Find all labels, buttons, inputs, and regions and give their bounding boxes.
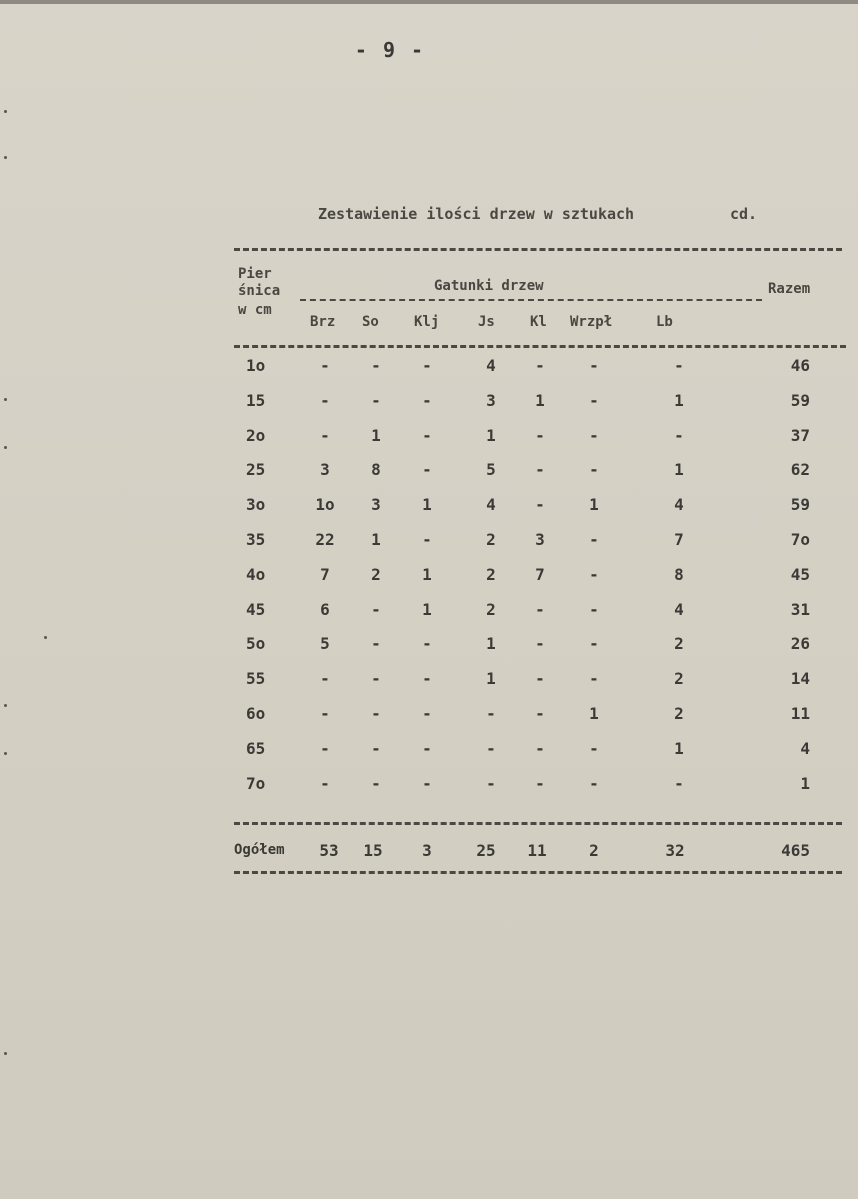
cell-razem: 62 xyxy=(790,460,810,479)
cell-so: - xyxy=(371,634,381,653)
cell-wrzpl: - xyxy=(589,426,599,445)
cell-razem: 11 xyxy=(790,704,810,723)
margin-mark xyxy=(44,636,47,639)
cell-lb: 7 xyxy=(674,530,684,549)
cell-so: - xyxy=(371,739,381,758)
cell-diameter: 25 xyxy=(246,460,266,479)
cell-klj: - xyxy=(422,460,432,479)
cell-klj: - xyxy=(422,391,432,410)
header-species-js: Js xyxy=(478,314,495,330)
cell-lb: - xyxy=(674,774,684,793)
cell-diameter: 65 xyxy=(246,739,266,758)
cell-brz: - xyxy=(320,356,330,375)
cell-so: - xyxy=(371,704,381,723)
cell-kl: - xyxy=(535,495,545,514)
cell-brz: - xyxy=(320,391,330,410)
cell-wrzpl: - xyxy=(589,669,599,688)
cell-js: 1 xyxy=(486,669,496,688)
cell-brz: - xyxy=(320,774,330,793)
top-rule xyxy=(234,248,842,251)
cell-razem: 1 xyxy=(800,774,810,793)
cell-js: 3 xyxy=(486,391,496,410)
cell-brz: - xyxy=(320,669,330,688)
cell-brz: 3 xyxy=(320,460,330,479)
cell-lb: 4 xyxy=(674,600,684,619)
cell-brz: 7 xyxy=(320,565,330,584)
cell-js: 4 xyxy=(486,495,496,514)
cell-wrzpl: - xyxy=(589,739,599,758)
header-diameter-line3: w cm xyxy=(238,302,272,318)
cell-klj: - xyxy=(422,634,432,653)
cell-brz: 22 xyxy=(315,530,335,549)
cell-klj: - xyxy=(422,356,432,375)
cell-brz: 5 xyxy=(320,634,330,653)
cell-lb: 2 xyxy=(674,704,684,723)
table-title: Zestawienie ilości drzew w sztukach xyxy=(318,205,635,223)
cell-js: - xyxy=(486,704,496,723)
cell-kl: - xyxy=(535,669,545,688)
cell-lb: 1 xyxy=(674,460,684,479)
cell-klj: - xyxy=(422,774,432,793)
cell-lb: 8 xyxy=(674,565,684,584)
cell-so: 3 xyxy=(371,495,381,514)
cell-diameter: 7o xyxy=(246,774,266,793)
cell-js: 1 xyxy=(486,426,496,445)
cell-klj: - xyxy=(422,739,432,758)
cell-js: 2 xyxy=(486,565,496,584)
totals-top-rule xyxy=(234,822,842,825)
cell-razem: 14 xyxy=(790,669,810,688)
header-bottom-rule xyxy=(234,345,846,348)
cell-razem: 37 xyxy=(790,426,810,445)
cell-wrzpl: - xyxy=(589,391,599,410)
totals-bottom-rule xyxy=(234,871,842,874)
margin-mark xyxy=(4,752,7,755)
cell-razem: 59 xyxy=(790,391,810,410)
page-number: - 9 - xyxy=(354,38,426,62)
cell-wrzpl: - xyxy=(589,530,599,549)
cell-diameter: 15 xyxy=(246,391,266,410)
cell-wrzpl: - xyxy=(589,634,599,653)
margin-mark xyxy=(4,704,7,707)
cell-wrzpl: - xyxy=(589,460,599,479)
header-species-wrzpl: Wrzpł xyxy=(570,314,613,330)
cell-kl: - xyxy=(535,460,545,479)
cell-diameter: 5o xyxy=(246,634,266,653)
total-so: 15 xyxy=(363,841,383,860)
header-species-so: So xyxy=(362,314,379,330)
cell-so: - xyxy=(371,391,381,410)
cell-kl: - xyxy=(535,774,545,793)
cell-so: 1 xyxy=(371,426,381,445)
cell-brz: - xyxy=(320,704,330,723)
cell-brz: 1o xyxy=(315,495,335,514)
cell-kl: - xyxy=(535,600,545,619)
header-species-group: Gatunki drzew xyxy=(434,278,544,294)
cell-wrzpl: - xyxy=(589,356,599,375)
cell-lb: - xyxy=(674,426,684,445)
species-group-rule xyxy=(300,299,762,301)
cell-lb: 2 xyxy=(674,634,684,653)
cell-so: - xyxy=(371,669,381,688)
cell-razem: 4 xyxy=(800,739,810,758)
cell-diameter: 3o xyxy=(246,495,266,514)
cell-klj: 1 xyxy=(422,565,432,584)
cell-klj: - xyxy=(422,426,432,445)
header-species-kl: Kl xyxy=(530,314,547,330)
cell-js: - xyxy=(486,774,496,793)
cell-razem: 59 xyxy=(790,495,810,514)
cell-kl: 3 xyxy=(535,530,545,549)
cell-kl: - xyxy=(535,739,545,758)
cell-razem: 45 xyxy=(790,565,810,584)
cell-diameter: 1o xyxy=(246,356,266,375)
cell-wrzpl: - xyxy=(589,774,599,793)
cell-kl: - xyxy=(535,634,545,653)
scan-edge xyxy=(0,0,858,4)
cell-lb: 1 xyxy=(674,391,684,410)
cell-js: 4 xyxy=(486,356,496,375)
total-wrzpl: 2 xyxy=(589,841,599,860)
total-klj: 3 xyxy=(422,841,432,860)
cell-diameter: 4o xyxy=(246,565,266,584)
cell-brz: - xyxy=(320,426,330,445)
cell-kl: - xyxy=(535,356,545,375)
cell-so: - xyxy=(371,356,381,375)
total-razem: 465 xyxy=(781,841,810,860)
header-diameter-line1: Pier xyxy=(238,266,272,282)
cell-diameter: 55 xyxy=(246,669,266,688)
cell-wrzpl: 1 xyxy=(589,704,599,723)
cell-so: 1 xyxy=(371,530,381,549)
cell-so: 2 xyxy=(371,565,381,584)
cell-wrzpl: - xyxy=(589,600,599,619)
cell-lb: 4 xyxy=(674,495,684,514)
cell-so: - xyxy=(371,600,381,619)
cell-razem: 7o xyxy=(790,530,810,549)
cell-js: 5 xyxy=(486,460,496,479)
cell-kl: 1 xyxy=(535,391,545,410)
header-total: Razem xyxy=(768,281,811,297)
cell-klj: - xyxy=(422,669,432,688)
cell-wrzpl: - xyxy=(589,565,599,584)
margin-mark xyxy=(4,156,7,159)
totals-label: Ogółem xyxy=(234,842,285,858)
margin-mark xyxy=(4,110,7,113)
header-diameter-line2: śnica xyxy=(238,283,281,299)
total-kl: 11 xyxy=(527,841,547,860)
cell-wrzpl: 1 xyxy=(589,495,599,514)
cell-diameter: 2o xyxy=(246,426,266,445)
margin-mark xyxy=(4,1052,7,1055)
cell-brz: 6 xyxy=(320,600,330,619)
cell-kl: - xyxy=(535,426,545,445)
cell-kl: - xyxy=(535,704,545,723)
margin-mark xyxy=(4,446,7,449)
cell-razem: 46 xyxy=(790,356,810,375)
cell-diameter: 6o xyxy=(246,704,266,723)
cell-lb: 2 xyxy=(674,669,684,688)
table-title-suffix: cd. xyxy=(730,205,758,223)
total-brz: 53 xyxy=(319,841,339,860)
cell-js: 2 xyxy=(486,600,496,619)
total-lb: 32 xyxy=(665,841,685,860)
cell-klj: 1 xyxy=(422,495,432,514)
cell-razem: 31 xyxy=(790,600,810,619)
cell-razem: 26 xyxy=(790,634,810,653)
header-species-brz: Brz xyxy=(310,314,336,330)
cell-diameter: 45 xyxy=(246,600,266,619)
cell-klj: - xyxy=(422,530,432,549)
total-js: 25 xyxy=(476,841,496,860)
cell-brz: - xyxy=(320,739,330,758)
cell-klj: 1 xyxy=(422,600,432,619)
cell-so: - xyxy=(371,774,381,793)
header-species-klj: Klj xyxy=(414,314,440,330)
cell-lb: - xyxy=(674,356,684,375)
cell-kl: 7 xyxy=(535,565,545,584)
margin-mark xyxy=(4,398,7,401)
cell-js: - xyxy=(486,739,496,758)
cell-klj: - xyxy=(422,704,432,723)
cell-lb: 1 xyxy=(674,739,684,758)
cell-js: 1 xyxy=(486,634,496,653)
cell-diameter: 35 xyxy=(246,530,266,549)
cell-so: 8 xyxy=(371,460,381,479)
cell-js: 2 xyxy=(486,530,496,549)
header-species-lb: Lb xyxy=(656,314,673,330)
